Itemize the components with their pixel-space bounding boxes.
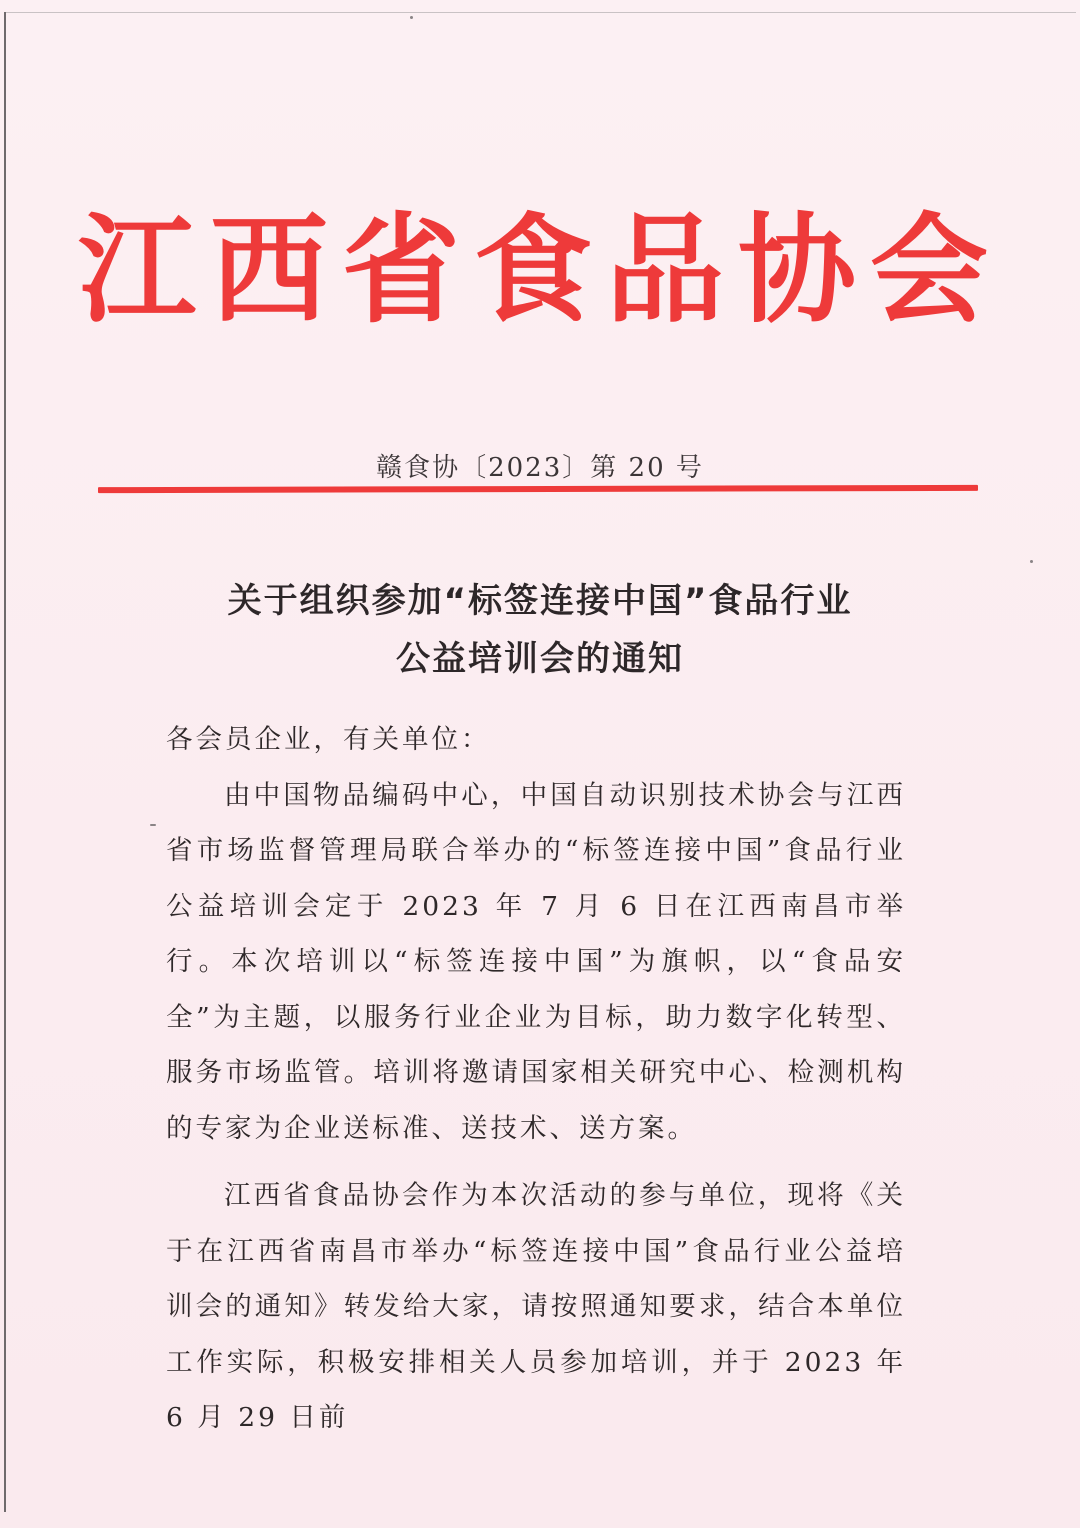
red-divider-line	[98, 485, 978, 493]
scan-speck	[1030, 560, 1033, 563]
scan-edge-top	[6, 12, 1076, 13]
document-number: 赣食协〔2023〕第 20 号	[376, 453, 704, 483]
notice-title	[100, 572, 980, 688]
body-paragraph-2: 江西省食品协会作为本次活动的参与单位，现将《关于在江西省南昌市举办“标签连接中国”食品行业公益培训会的通知》转发给大家，请按照通知要求，结合本单位工作实际，积极安排相关人员参加培训，并于 2023 年 6 月 29 日前	[166, 1180, 906, 1433]
notice-title-line-1: 关于组织参加“标签连接中国”食品行业	[227, 581, 853, 621]
body-paragraph-1: 由中国物品编码中心，中国自动识别技术协会与江西省市场监督管理局联合举办的“标签连接中国”食品行业公益培训会定于 2023 年 7 月 6 日在江西南昌市举行。本次培训以“标签连接中国”为旗帜，以“食品安全”为主题，以服务行业企业为目标，助力数字化转型、服务市场监管。培训将邀请国家相关研究中心、检测机构的专家为企业送标准、送技术、送方案。	[166, 779, 906, 1144]
notice-body	[166, 712, 906, 1446]
scan-speck	[150, 824, 156, 826]
scan-speck	[410, 16, 413, 19]
organization-masthead: 江西省食品协会	[77, 201, 1002, 339]
scan-edge-left	[4, 12, 6, 1512]
notice-title-line-2: 公益培训会的通知	[396, 639, 684, 679]
salutation: 各会员企业，有关单位：	[166, 724, 491, 755]
